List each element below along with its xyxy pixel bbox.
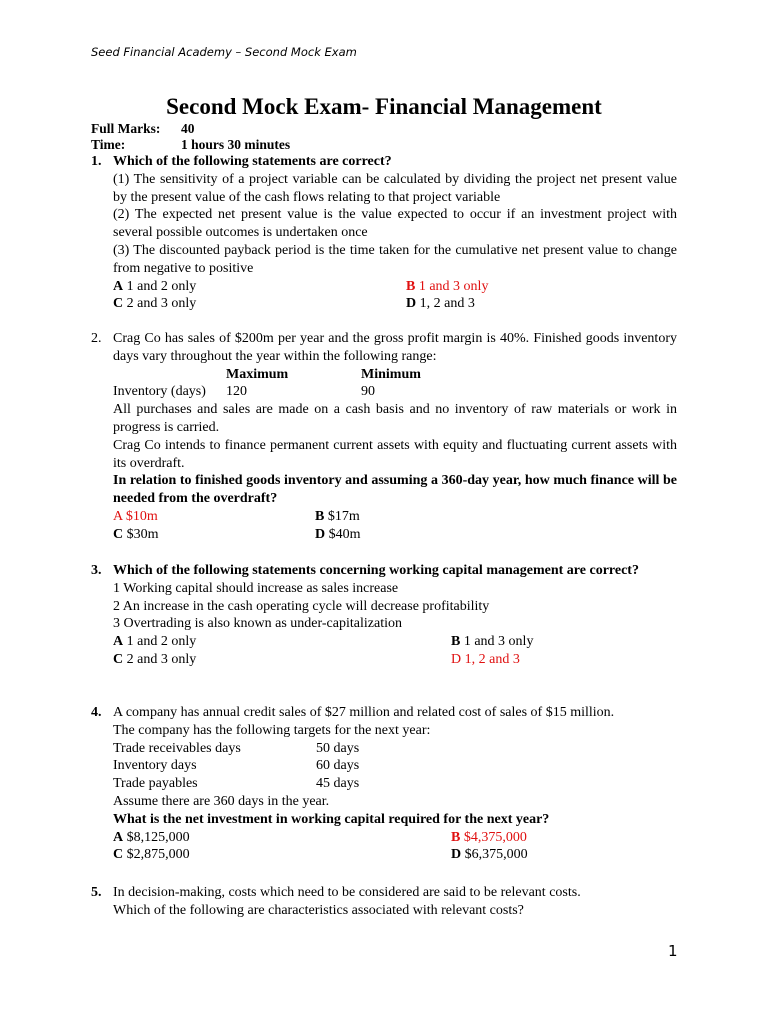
option-d-answer: D 1, 2 and 3 [451, 651, 520, 667]
time-label: Time: [91, 137, 126, 152]
statement-1: (1) The sensitivity of a project variable can be calculated by dividing the project net present value by the present value of the cash flows relating to that project variable [113, 171, 677, 205]
paragraph-2: Crag Co intends to finance permanent current assets with equity and fluctuating current assets with its overdraft. [113, 437, 677, 471]
target-receivables-label: Trade receivables days [113, 740, 241, 756]
statement-3: (3) The discounted payback period is the time taken for the cumulative net present value to change from negative to positive [113, 242, 677, 276]
target-receivables-value: 50 days [316, 740, 360, 756]
option-b: B $17m [315, 508, 360, 524]
paragraph-1: All purchases and sales are made on a cash basis and no inventory of raw materials or work in progress is carried. [113, 402, 677, 435]
question-1 [91, 153, 677, 313]
option-a: A 1 and 2 only [113, 278, 197, 294]
question-number: 1. [91, 154, 102, 169]
row-maximum: 120 [226, 384, 247, 400]
col-minimum: Minimum [361, 366, 421, 382]
time-line [91, 137, 291, 153]
page-title: Second Mock Exam- Financial Management [166, 94, 602, 119]
question-number: 3. [91, 563, 102, 578]
question-2 [91, 330, 677, 544]
option-d: D 1, 2 and 3 [406, 296, 475, 312]
time-value: 1 hours 30 minutes [181, 137, 291, 152]
question-text: Which of the following statements concerning working capital management are correct? [113, 563, 639, 578]
option-d: D $6,375,000 [451, 847, 528, 863]
page-header: Seed Financial Academy – Second Mock Exam [91, 45, 357, 59]
row-label: Inventory (days) [113, 384, 206, 400]
full-marks-line [91, 121, 195, 137]
question-number: 5. [91, 885, 102, 900]
option-c: C 2 and 3 only [113, 651, 197, 667]
question-3 [91, 562, 677, 669]
option-b-answer: B $4,375,000 [451, 829, 527, 845]
option-c: C 2 and 3 only [113, 296, 197, 312]
target-inventory-label: Inventory days [113, 758, 197, 774]
option-b-answer: B 1 and 3 only [406, 278, 489, 294]
col-maximum: Maximum [226, 366, 289, 382]
line-1: In decision-making, costs which need to be considered are said to be relevant costs. [113, 885, 581, 900]
line-3: Assume there are 360 days in the year. [113, 793, 330, 809]
statement-2: 2 An increase in the cash operating cycle will decrease profitability [113, 598, 490, 614]
line-2: Which of the following are characteristics associated with relevant costs? [113, 902, 524, 918]
line-1: A company has annual credit sales of $27 million and related cost of sales of $15 million. [113, 705, 615, 720]
target-payables-label: Trade payables [113, 776, 198, 792]
question-text: In relation to finished goods inventory and assuming a 360-day year, how much finance will be needed from the overdraft? [113, 473, 677, 507]
line-2: The company has the following targets for the next year: [113, 722, 431, 738]
question-text: Which of the following statements are correct? [113, 154, 392, 169]
statement-3: 3 Overtrading is also known as under-capitalization [113, 616, 402, 632]
target-payables-value: 45 days [316, 776, 360, 792]
question-intro: Crag Co has sales of $200m per year and the gross profit margin is 40%. Finished goods inventory days vary throughout the year within the following range: [113, 331, 677, 364]
question-text: What is the net investment in working capital required for the next year? [113, 811, 550, 827]
statement-1: 1 Working capital should increase as sales increase [113, 580, 399, 596]
option-d: D $40m [315, 526, 361, 542]
full-marks-label: Full Marks: [91, 121, 161, 136]
option-c: C $2,875,000 [113, 847, 190, 863]
page-number: 1 [668, 942, 678, 960]
option-a: A 1 and 2 only [113, 634, 197, 650]
option-a: A $8,125,000 [113, 829, 190, 845]
question-4 [91, 704, 677, 864]
option-b: B 1 and 3 only [451, 634, 534, 650]
row-minimum: 90 [361, 384, 375, 400]
option-c: C $30m [113, 526, 159, 542]
question-5 [91, 884, 677, 920]
full-marks-value: 40 [181, 121, 195, 136]
question-number: 2. [91, 331, 102, 346]
target-inventory-value: 60 days [316, 758, 360, 774]
question-number: 4. [91, 705, 102, 720]
statement-2: (2) The expected net present value is the value expected to occur if an investment project with several possible outcomes is undertaken once [113, 207, 677, 241]
option-a-answer: A $10m [113, 508, 158, 524]
